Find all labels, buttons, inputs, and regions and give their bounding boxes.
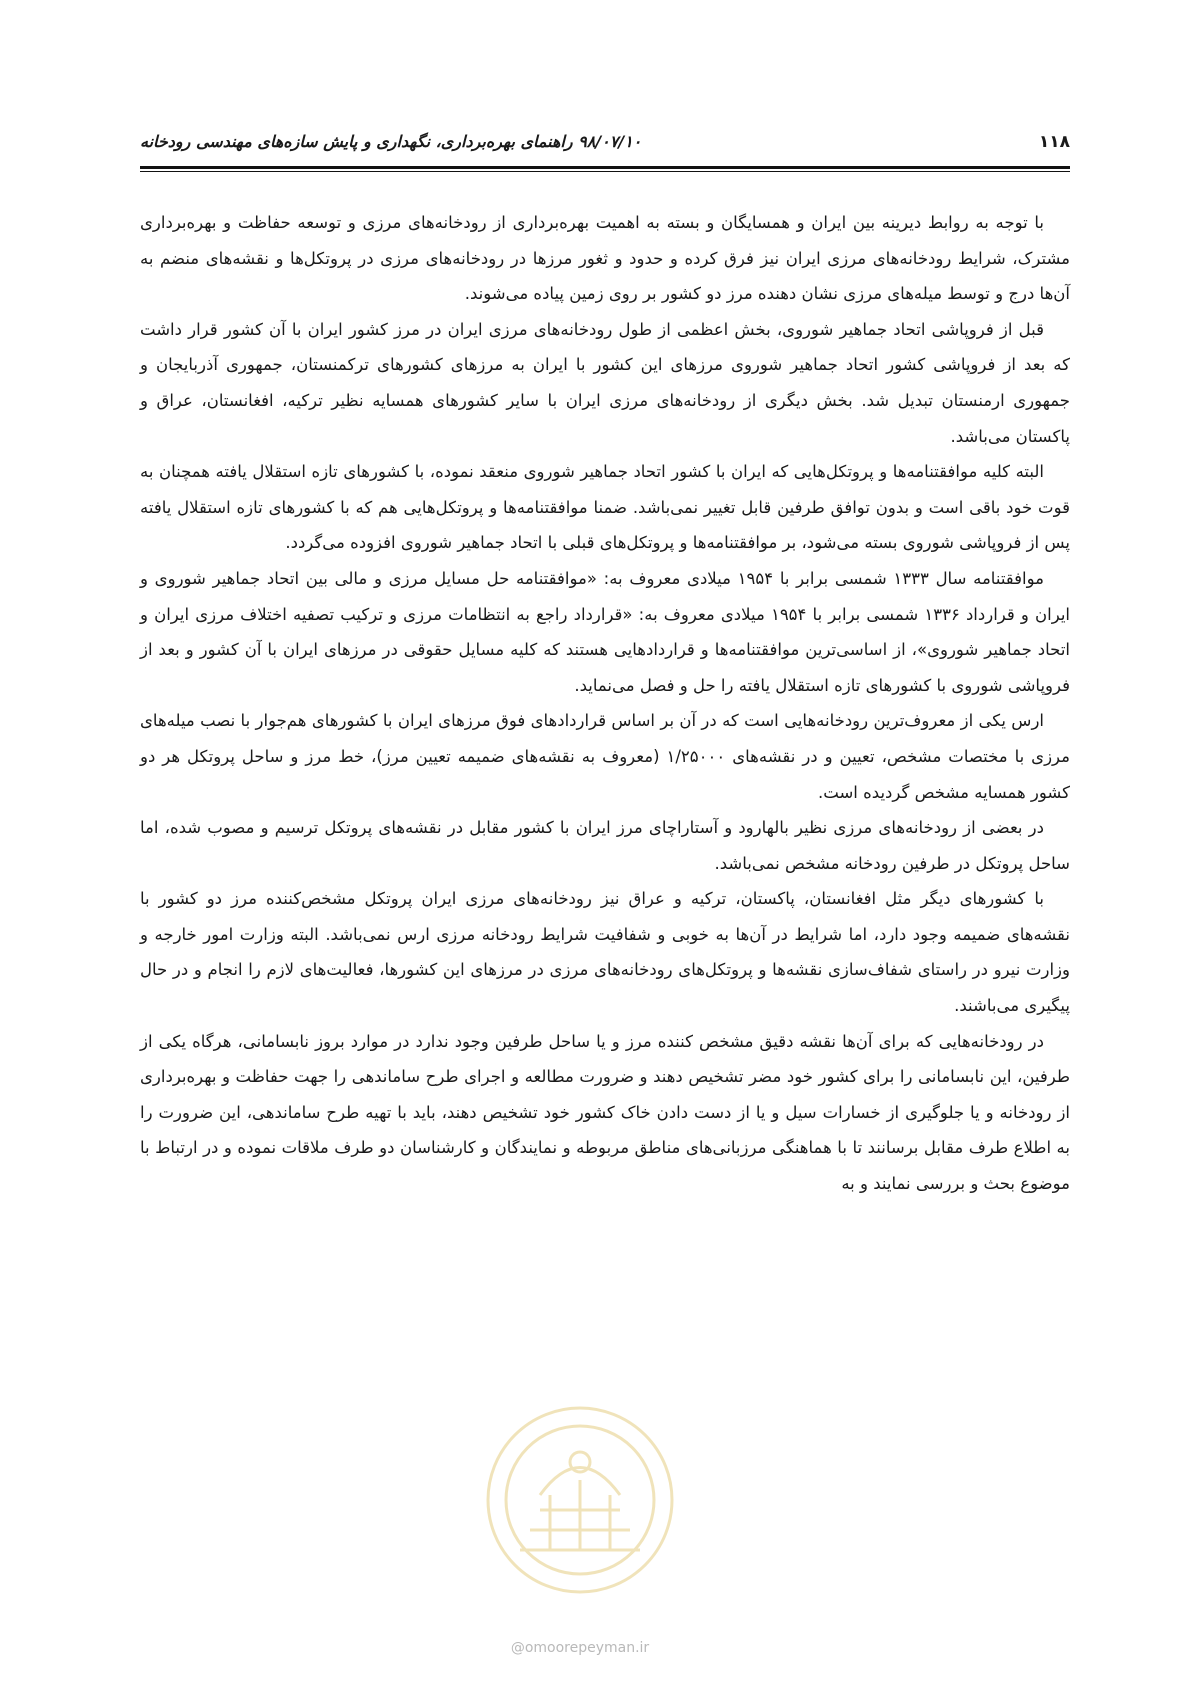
header-rule-thick: [140, 166, 1070, 169]
paragraph: در بعضی از رودخانه‌های مرزی نظیر بالهارود و آستاراچای مرز ایران با کشور مقابل در نقشه‌های پروتکل ترسیم و مصوب شده، اما ساحل پروتکل در طرفین رودخانه مشخص نمی‌باشد.: [140, 818, 1070, 873]
running-title: ۹۸/۰۷/۱۰ راهنمای بهره‌برداری، نگهداری و پایش سازه‌های مهندسی رودخانه: [140, 132, 642, 151]
header-rule-thin: [140, 171, 1070, 172]
paragraph: ارس یکی از معروف‌ترین رودخانه‌هایی است که در آن بر اساس قراردادهای فوق مرزهای ایران با کشورهای هم‌جوار با نصب میله‌های مرزی با مختصات مشخص، تعیین و در نقشه‌های ۱/۲۵۰۰۰ (معروف به نقشه‌های ضمیمه تعیین مرز)، خط مرز و ساحل پروتکل هر دو کشور همسایه مشخص گردیده است.: [140, 711, 1070, 802]
paragraph: قبل از فروپاشی اتحاد جماهیر شوروی، بخش اعظمی از طول رودخانه‌های مرزی ایران در مرز کشور ایران با آن کشور قرار داشت که بعد از فروپاشی کشور اتحاد جماهیر شوروی مرزهای این کشور با ایران به مرزهای کشورهای ترکمنستان، جمهوری آذربایجان و جمهوری ارمنستان تبدیل شد. بخش دیگری از رودخانه‌های مرزی ایران با سایر کشورهای همسایه نظیر ترکیه، افغانستان، عراق و پاکستان می‌باشد.: [140, 319, 1070, 446]
page-header: [140, 126, 1070, 170]
paragraph: با کشورهای دیگر مثل افغانستان، پاکستان، ترکیه و عراق نیز رودخانه‌های مرزی ایران پروتکل مشخص‌کننده مرز دو کشور با نقشه‌های ضمیمه وجود دارد، اما شرایط در آن‌ها به خوبی و شفافیت شرایط رودخانه مرزی ارس نمی‌باشد. البته وزارت امور خارجه و وزارت نیرو در راستای شفاف‌سازی نقشه‌ها و پروتکل‌های رودخانه‌های مرزی در مرزهای این کشورها، فعالیت‌های لازم را انجام و در حال پیگیری می‌باشند.: [140, 889, 1070, 1016]
paragraph: با توجه به روابط دیرینه بین ایران و همسایگان و بسته به اهمیت بهره‌برداری از رودخانه‌های مرزی و توسعه حفاظت و بهره‌برداری مشترک، شرایط رودخانه‌های مرزی ایران نیز فرق کرده و حدود و ثغور مرزها در رودخانه‌های مرزی در پروتکل‌ها و نقشه‌های منضم به آن‌ها درج و توسط میله‌های مرزی نشان دهنده مرز دو کشور بر روی زمین پیاده می‌شوند.: [140, 213, 1070, 304]
body-text: [140, 205, 1070, 1202]
paragraph: موافقتنامه سال ۱۳۳۳ شمسی برابر با ۱۹۵۴ میلادی معروف به: «موافقتنامه حل مسایل مرزی و مالی بین اتحاد جماهیر شوروی و ایران و قرارداد ۱۳۳۶ شمسی برابر با ۱۹۵۴ میلادی معروف به: «قرارداد راجع به انتظامات مرزی و ترکیب تصفیه اختلاف مرزی ایران و اتحاد جماهیر شوروی»، از اساسی‌ترین موافقتنامه‌ها و قراردادهایی هستند که کلیه مسایل حقوقی در مرزهای ایران با آن کشور و بعد از فروپاشی شوروی با کشورهای تازه استقلال یافته را حل و فصل می‌نماید.: [140, 568, 1070, 695]
paragraph: در رودخانه‌هایی که برای آن‌ها نقشه دقیق مشخص کننده مرز و یا ساحل طرفین وجود ندارد در موارد بروز نابسامانی، هرگاه یکی از طرفین، این نابسامانی را برای کشور خود مضر تشخیص دهند و ضرورت مطالعه و اجرای طرح ساماندهی را جهت حفاظت و بهره‌برداری از رودخانه و یا جلوگیری از خسارات سیل و یا از دست دادن خاک کشور خود تشخیص دهند، باید با تهیه طرح ساماندهی، این ضرورت را به اطلاع طرف مقابل برسانند تا با هماهنگی مرزبانی‌های مناطق مربوطه و نمایندگان و کارشناسان دو طرف ملاقات نموده و در ارتباط با موضوع بحث و بررسی نمایند و به: [140, 1031, 1070, 1194]
page-number: ۱۱۸: [1038, 132, 1070, 152]
watermark-seal-icon: [480, 1400, 680, 1600]
paragraph: البته کلیه موافقتنامه‌ها و پروتکل‌هایی که ایران با کشور اتحاد جماهیر شوروی منعقد نموده، با کشورهای تازه استقلال یافته همچنان به قوت خود باقی است و بدون توافق طرفین قابل تغییر نمی‌باشد. ضمنا موافقتنامه‌ها و پروتکل‌هایی هم که با کشورهای تازه استقلال یافته پس از فروپاشی شوروی بسته می‌شود، بر موافقتنامه‌ها و پروتکل‌های قبلی با اتحاد جماهیر شوروی افزوده می‌گردد.: [140, 462, 1070, 553]
watermark-url: @omoorepeyman.ir: [510, 1640, 650, 1656]
